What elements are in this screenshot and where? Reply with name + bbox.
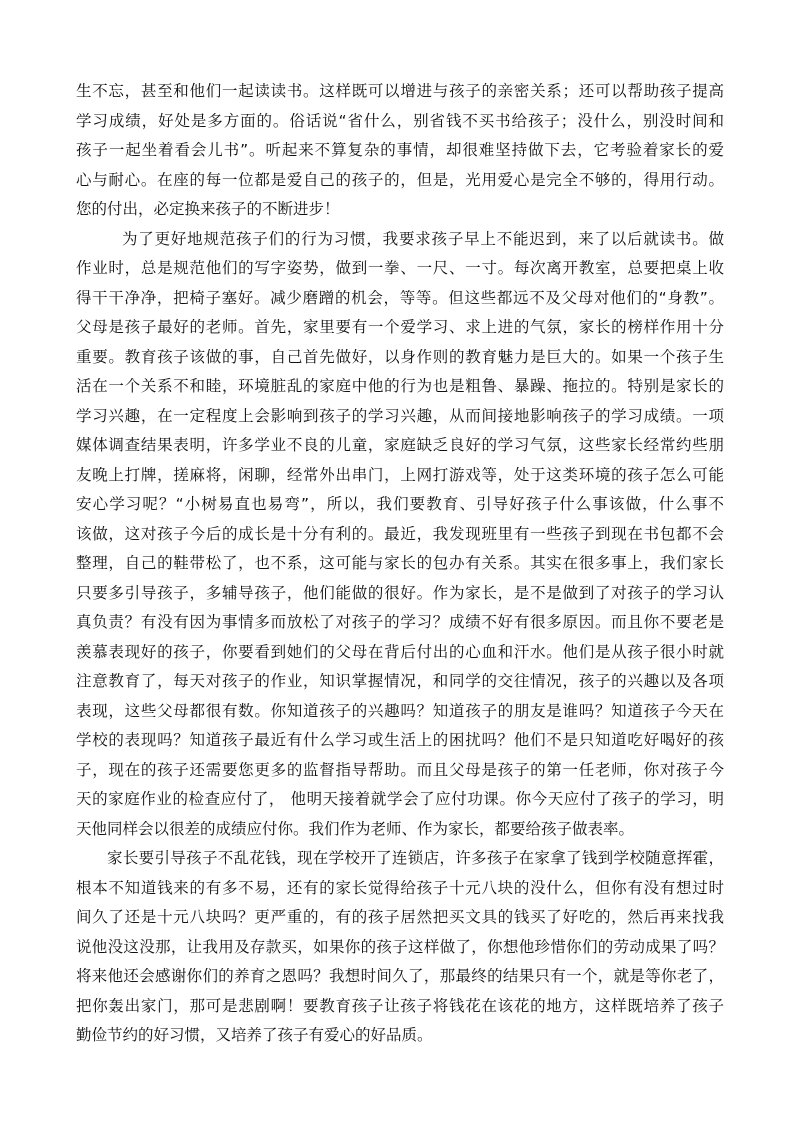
- text-line: 整理，自己的鞋带松了，也不系，这可能与家长的包办有关系。其实在很多事上，我们家长: [76, 554, 724, 572]
- text-line: 根本不知道钱来的有多不易，还有的家长觉得给孩子十元八块的没什么，但你有没有想过时: [76, 878, 724, 897]
- text-line: 天他同样会以很差的成绩应付你。我们作为老师、作为家长，都要给孩子做表率。: [76, 819, 635, 838]
- text-line: 重要。教育孩子该做的事，自己首先做好，以身作则的教育魅力是巨大的。如果一个孩子生: [76, 347, 724, 366]
- text-line: 只要多引导孩子，多辅导孩子，他们能做的很好。作为家长，是不是做到了对孩子的学习认: [76, 583, 724, 602]
- text-line: 安心学习呢？“小树易直也易弯”，所以，我们要教育、引导好孩子什么事该做，什么事不: [76, 495, 724, 513]
- text-line: 把你轰出家门，那可是悲剧啊！要教育孩子让孩子将钱花在该花的地方，这样既培养了孩子: [76, 996, 724, 1015]
- text-line: 该做，这对孩子今后的成长是十分有利的。最近，我发现班里有一些孩子到现在书包都不会: [76, 524, 724, 543]
- text-line: 得干干净净，把椅子塞好。减少磨蹭的机会，等等。但这些都远不及父母对他们的“身教”。: [76, 288, 724, 307]
- paragraph-3: [76, 844, 724, 1051]
- text-line: 勤俭节约的好习惯，又培养了孩子有爱心的好品质。: [76, 1026, 433, 1044]
- text-line: 家长要引导孩子不乱花钱，现在学校开了连锁店，许多孩子在家拿了钱到学校随意挥霍，: [107, 849, 724, 867]
- text-line: 孩子一起坐着看会儿书”。听起来不算复杂的事情，却很难坚持做下去，它考验着家长的爱: [76, 141, 724, 159]
- paragraph-1: [76, 77, 724, 225]
- text-line: 表现，这些父母都很有数。你知道孩子的兴趣吗？知道孩子的朋友是谁吗？知道孩子今天在: [76, 701, 724, 720]
- text-line: 友晚上打牌，搓麻将，闲聊，经常外出串门，上网打游戏等，处于这类环境的孩子怎么可能: [76, 465, 724, 484]
- text-line: 媒体调查结果表明，许多学业不良的儿童，家庭缺乏良好的学习气氛，这些家长经常约些朋: [76, 436, 724, 454]
- text-line: 学习成绩，好处是多方面的。俗话说“省什么，别省钱不买书给孩子；没什么，别没时间和: [76, 111, 724, 130]
- text-line: 作业时，总是规范他们的写字姿势，做到一拳、一尺、一寸。每次离开教室，总要把桌上收: [76, 259, 724, 277]
- text-line: 将来他还会感谢你们的养育之恩吗？我想时间久了，那最终的结果只有一个，就是等你老了，: [76, 967, 724, 985]
- text-line: 学习兴趣，在一定程度上会影响到孩子的学习兴趣，从而间接地影响孩子的学习成绩。一项: [76, 406, 724, 425]
- text-line: 间久了还是十元八块吗？更严重的，有的孩子居然把买文具的钱买了好吃的，然后再来找我: [76, 908, 724, 926]
- text-line: 真负责？有没有因为事情多而放松了对孩子的学习？成绩不好有很多原因。而且你不要老是: [76, 613, 724, 631]
- text-line: 父母是孩子最好的老师。首先，家里要有一个爱学习、求上进的气氛，家长的榜样作用十分: [76, 318, 724, 336]
- text-line: 说他没这没那，让我用及存款买，如果你的孩子这样做了，你想他珍惜你们的劳动成果了吗？: [76, 937, 724, 956]
- text-line: 子，现在的孩子还需要您更多的监督指导帮助。而且父母是孩子的第一任老师，你对孩子今: [76, 760, 724, 779]
- text-line: 羡慕表现好的孩子，你要看到她们的父母在背后付出的心血和汗水。他们是从孩子很小时就: [76, 642, 724, 661]
- text-line: 您的付出，必定换来孩子的不断进步！: [76, 200, 340, 218]
- text-line: 天的家庭作业的检查应付了， 他明天接着就学会了应付功课。你今天应付了孩子的学习，明: [76, 790, 724, 808]
- body-text: [76, 77, 724, 1051]
- text-line: 心与耐心。在座的每一位都是爱自己的孩子的，但是，光用爱心是完全不够的，得用行动。: [76, 170, 724, 189]
- text-line: 学校的表现吗？知道孩子最近有什么学习或生活上的困扰吗？他们不是只知道吃好喝好的孩: [76, 731, 724, 749]
- text-line: 注意教育了，每天对孩子的作业，知识掌握情况，和同学的交往情况，孩子的兴趣以及各项: [76, 672, 724, 690]
- text-line: 生不忘，甚至和他们一起读读书。这样既可以增进与孩子的亲密关系；还可以帮助孩子提高: [76, 82, 724, 100]
- text-line: 为了更好地规范孩子们的行为习惯，我要求孩子早上不能迟到，来了以后就读书。做: [122, 229, 724, 248]
- text-line: 活在一个关系不和睦，环境脏乱的家庭中他的行为也是粗鲁、暴躁、拖拉的。特别是家长的: [76, 377, 724, 395]
- paragraph-2: [76, 225, 724, 845]
